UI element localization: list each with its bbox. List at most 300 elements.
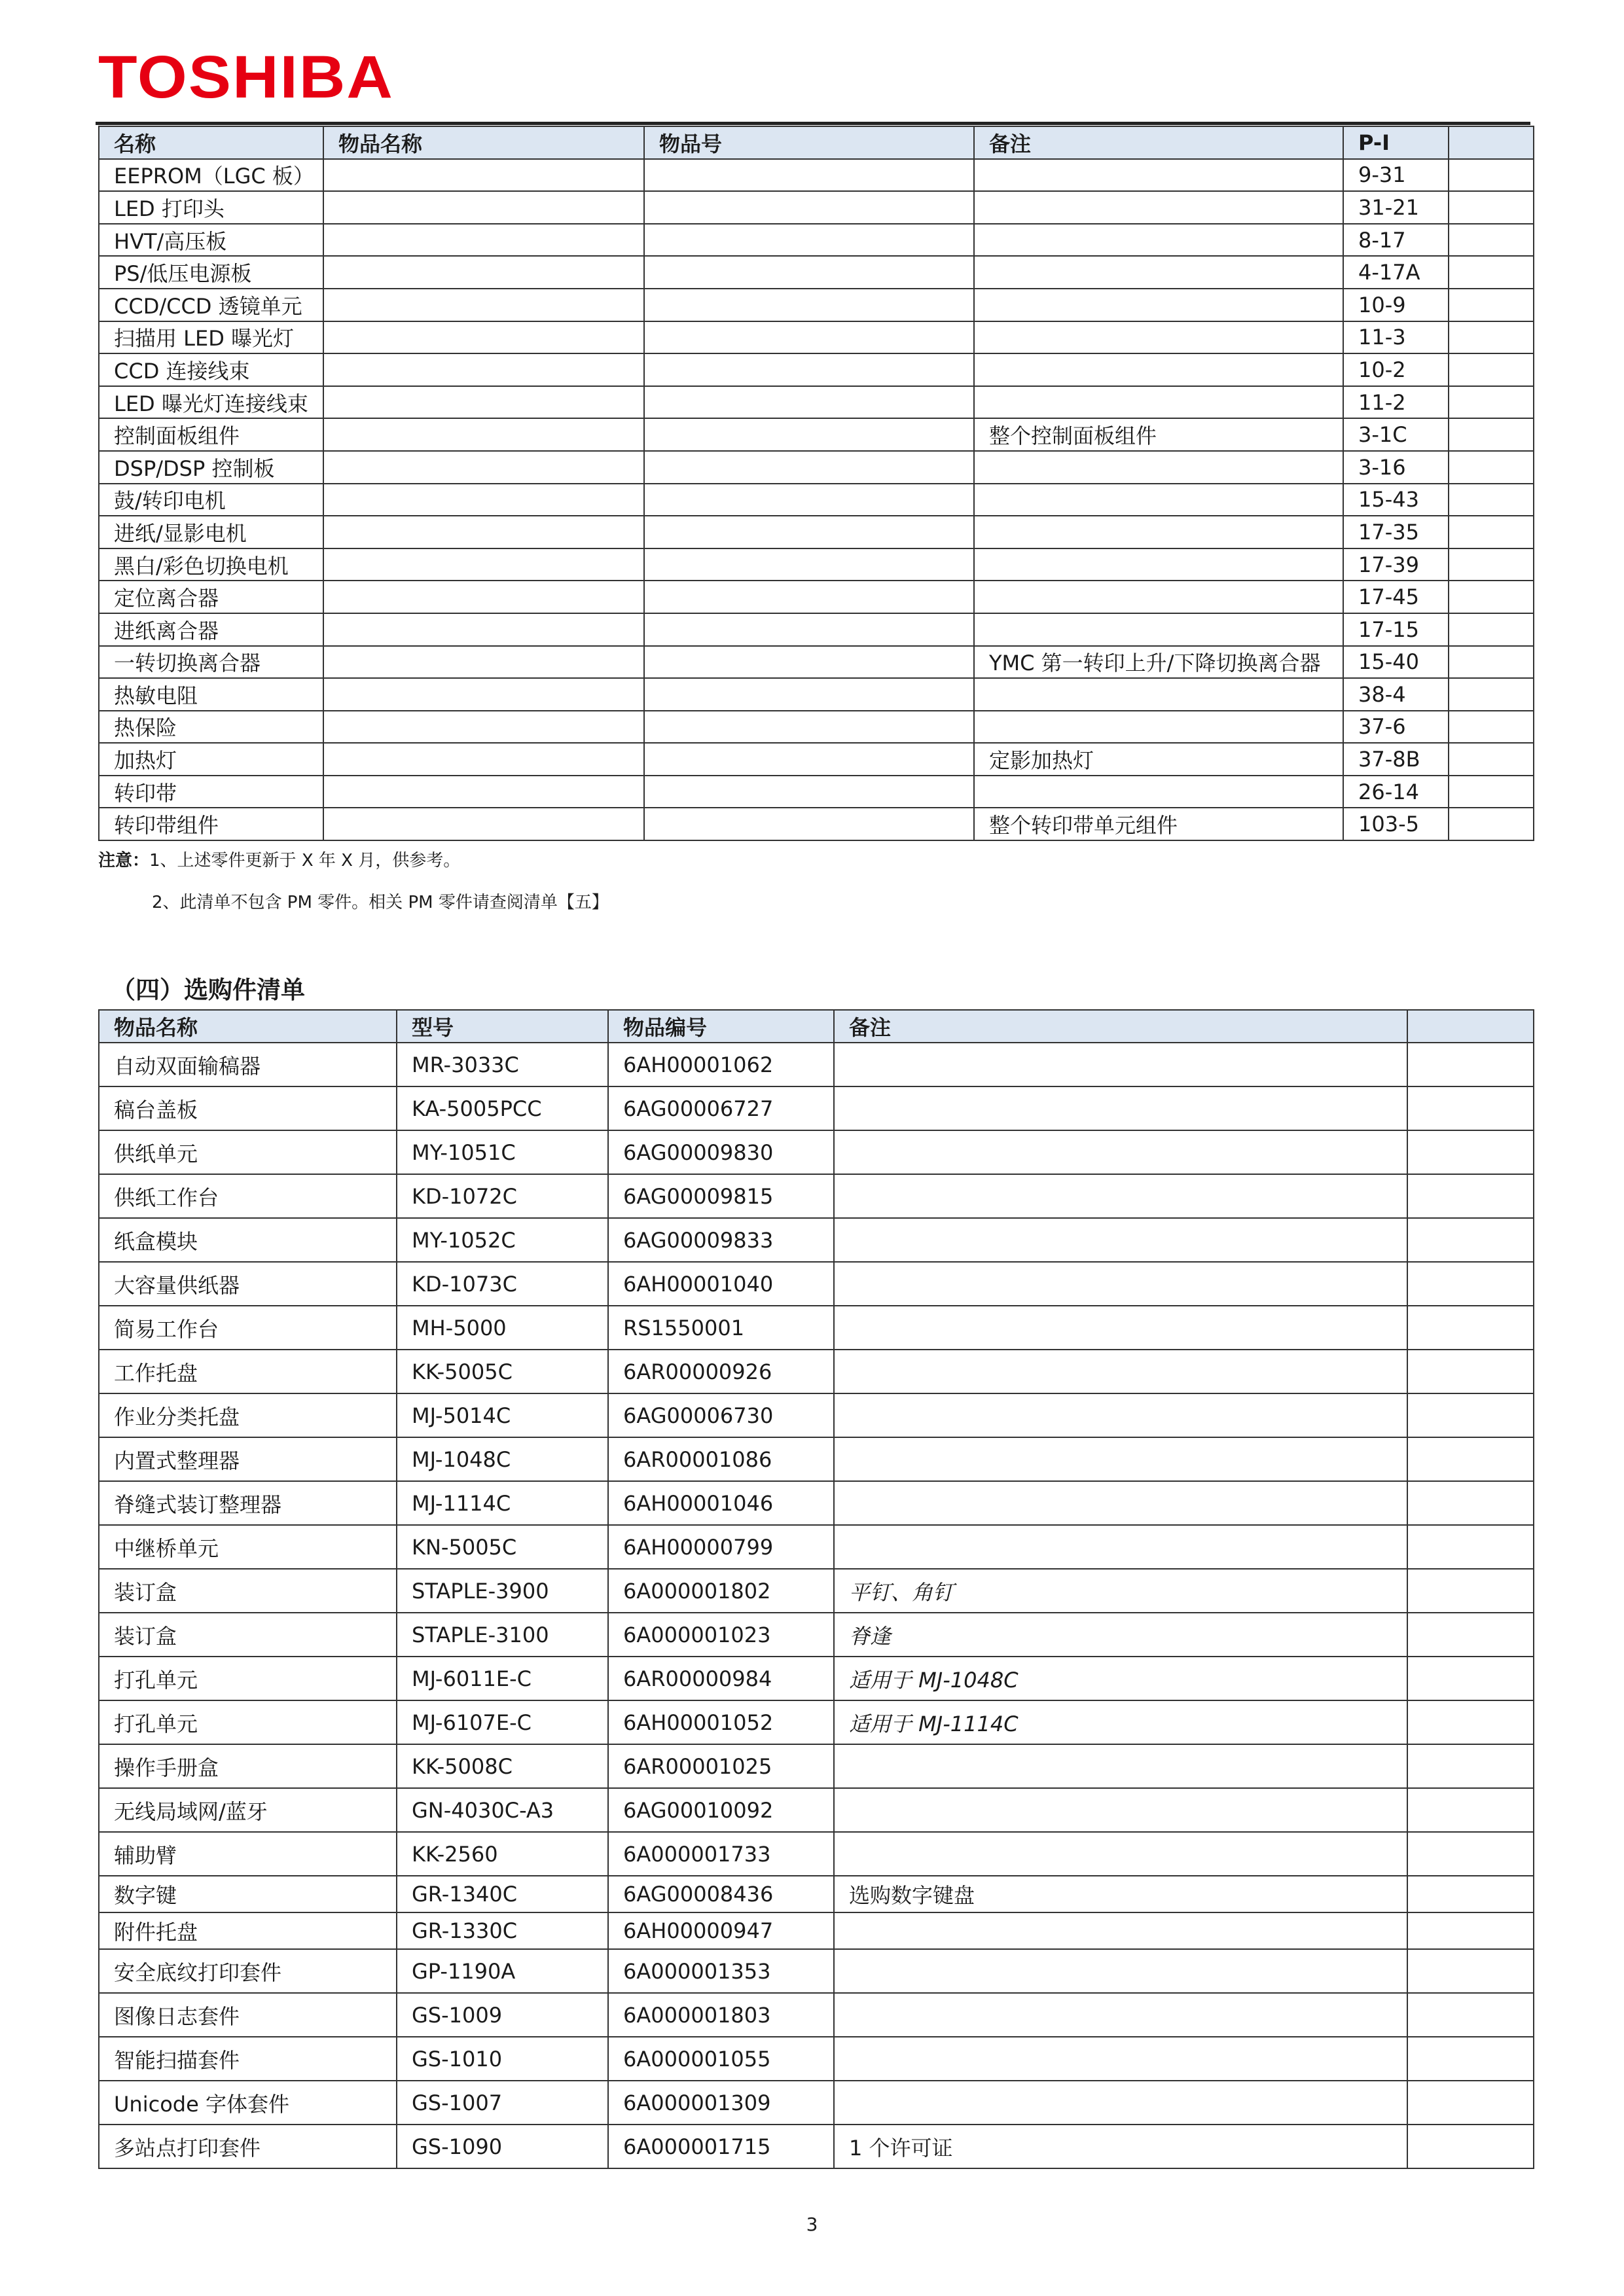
page-number: 3 bbox=[806, 2214, 818, 2235]
options-cell: 脊缝式装订整理器 bbox=[99, 1481, 397, 1525]
options-cell bbox=[834, 1437, 1407, 1481]
parts-cell bbox=[323, 484, 644, 516]
parts-cell: 9-31 bbox=[1343, 159, 1449, 192]
parts-cell bbox=[644, 224, 974, 257]
note-text-1: 1、上述零件更新于 X 年 X 月，供参考。 bbox=[149, 851, 461, 870]
options-cell: 6AH00001052 bbox=[608, 1700, 834, 1744]
options-cell: 1 个许可证 bbox=[834, 2125, 1407, 2168]
parts-cell: 3-16 bbox=[1343, 451, 1449, 484]
options-cell: 6AR00001025 bbox=[608, 1744, 834, 1788]
parts-cell bbox=[974, 256, 1343, 289]
parts-row bbox=[99, 743, 1534, 776]
options-cell: GN-4030C-A3 bbox=[397, 1788, 608, 1832]
options-cell bbox=[834, 2037, 1407, 2081]
options-row bbox=[99, 1086, 1534, 1130]
options-cell bbox=[834, 2081, 1407, 2125]
options-cell bbox=[834, 1086, 1407, 1130]
parts-cell bbox=[644, 289, 974, 321]
parts-cell: 一转切换离合器 bbox=[99, 646, 323, 679]
options-cell-empty bbox=[1407, 1043, 1534, 1086]
parts-cell bbox=[1449, 386, 1534, 419]
options-cell: MH-5000 bbox=[397, 1306, 608, 1350]
parts-cell bbox=[644, 386, 974, 419]
parts-cell bbox=[1449, 353, 1534, 386]
parts-cell bbox=[323, 418, 644, 451]
parts-cell bbox=[644, 191, 974, 224]
options-cell: 作业分类托盘 bbox=[99, 1393, 397, 1437]
options-cell: MJ-1048C bbox=[397, 1437, 608, 1481]
parts-cell bbox=[974, 224, 1343, 257]
options-cell: STAPLE-3900 bbox=[397, 1569, 608, 1613]
parts-cell: 15-43 bbox=[1343, 484, 1449, 516]
parts-cell bbox=[323, 678, 644, 711]
parts-cell bbox=[1449, 743, 1534, 776]
parts-cell: 17-45 bbox=[1343, 581, 1449, 613]
parts-cell: 进纸离合器 bbox=[99, 613, 323, 646]
parts-cell bbox=[323, 353, 644, 386]
parts-cell: 37-6 bbox=[1343, 711, 1449, 744]
options-cell: MJ-1114C bbox=[397, 1481, 608, 1525]
options-row bbox=[99, 1993, 1534, 2037]
options-cell: 6A000001733 bbox=[608, 1832, 834, 1876]
parts-cell bbox=[1449, 808, 1534, 840]
options-cell: 适用于 MJ-1048C bbox=[834, 1657, 1407, 1700]
options-cell: STAPLE-3100 bbox=[397, 1613, 608, 1657]
parts-cell bbox=[974, 386, 1343, 419]
options-cell: 无线局域网/蓝牙 bbox=[99, 1788, 397, 1832]
parts-cell: 103-5 bbox=[1343, 808, 1449, 840]
options-row bbox=[99, 2037, 1534, 2081]
parts-cell: 31-21 bbox=[1343, 191, 1449, 224]
options-cell-empty bbox=[1407, 1744, 1534, 1788]
parts-cell bbox=[323, 808, 644, 840]
parts-cell bbox=[1449, 484, 1534, 516]
note-line-1 bbox=[98, 847, 460, 871]
options-cell: 6AG00010092 bbox=[608, 1788, 834, 1832]
options-cell bbox=[834, 1262, 1407, 1306]
parts-cell bbox=[1449, 646, 1534, 679]
parts-cell bbox=[1449, 224, 1534, 257]
options-row bbox=[99, 2125, 1534, 2168]
options-cell-empty bbox=[1407, 1262, 1534, 1306]
parts-cell bbox=[644, 548, 974, 581]
options-cell bbox=[834, 1832, 1407, 1876]
parts-cell: 加热灯 bbox=[99, 743, 323, 776]
options-cell-empty bbox=[1407, 1700, 1534, 1744]
parts-cell bbox=[323, 613, 644, 646]
options-cell-empty bbox=[1407, 1130, 1534, 1174]
parts-cell: 4-17A bbox=[1343, 256, 1449, 289]
parts-cell bbox=[1449, 418, 1534, 451]
note-text-2: 2、此清单不包含 PM 零件。相关 PM 零件请查阅清单【五】 bbox=[152, 893, 609, 912]
options-cell: KA-5005PCC bbox=[397, 1086, 608, 1130]
parts-cell: EEPROM（LGC 板） bbox=[99, 159, 323, 192]
options-section-title: （四）选购件清单 bbox=[111, 976, 305, 1004]
options-cell bbox=[834, 1174, 1407, 1218]
parts-cell: 15-40 bbox=[1343, 646, 1449, 679]
parts-row bbox=[99, 646, 1534, 679]
parts-cell: 11-3 bbox=[1343, 321, 1449, 354]
options-cell: 6AR00001086 bbox=[608, 1437, 834, 1481]
options-cell: 6A000001803 bbox=[608, 1993, 834, 2037]
parts-row bbox=[99, 256, 1534, 289]
parts-cell: 热敏电阻 bbox=[99, 678, 323, 711]
parts-cell: 17-15 bbox=[1343, 613, 1449, 646]
parts-cell: 37-8B bbox=[1343, 743, 1449, 776]
parts-cell bbox=[974, 191, 1343, 224]
parts-cell: 进纸/显影电机 bbox=[99, 516, 323, 548]
opt-col-item-name: 物品名称 bbox=[99, 1010, 397, 1043]
parts-cell bbox=[1449, 191, 1534, 224]
parts-cell bbox=[323, 256, 644, 289]
parts-cell: 整个控制面板组件 bbox=[974, 418, 1343, 451]
options-cell: 6AG00009833 bbox=[608, 1218, 834, 1262]
options-cell-empty bbox=[1407, 1218, 1534, 1262]
parts-cell: 10-2 bbox=[1343, 353, 1449, 386]
options-cell: 6AG00006730 bbox=[608, 1393, 834, 1437]
options-cell bbox=[834, 1525, 1407, 1569]
options-row bbox=[99, 1306, 1534, 1350]
options-cell: 6AG00006727 bbox=[608, 1086, 834, 1130]
parts-cell bbox=[644, 484, 974, 516]
col-pi: P-I bbox=[1343, 126, 1449, 159]
options-cell: 简易工作台 bbox=[99, 1306, 397, 1350]
options-cell: 打孔单元 bbox=[99, 1700, 397, 1744]
parts-cell bbox=[974, 548, 1343, 581]
options-cell: 6A000001309 bbox=[608, 2081, 834, 2125]
options-row bbox=[99, 1700, 1534, 1744]
options-cell: 工作托盘 bbox=[99, 1350, 397, 1393]
parts-table bbox=[98, 126, 1534, 841]
parts-cell: 转印带组件 bbox=[99, 808, 323, 840]
parts-cell: 11-2 bbox=[1343, 386, 1449, 419]
options-row bbox=[99, 1174, 1534, 1218]
parts-cell bbox=[323, 224, 644, 257]
options-cell: 供纸单元 bbox=[99, 1130, 397, 1174]
options-cell: 平钉、角钉 bbox=[834, 1569, 1407, 1613]
options-cell: 6AG00009815 bbox=[608, 1174, 834, 1218]
opt-col-extra bbox=[1407, 1010, 1534, 1043]
options-cell bbox=[834, 1912, 1407, 1949]
options-row bbox=[99, 1262, 1534, 1306]
options-cell: 选购数字键盘 bbox=[834, 1876, 1407, 1912]
options-cell: GP-1190A bbox=[397, 1949, 608, 1993]
options-cell bbox=[834, 1393, 1407, 1437]
col-item-number: 物品号 bbox=[644, 126, 974, 159]
options-row bbox=[99, 1525, 1534, 1569]
parts-cell bbox=[974, 451, 1343, 484]
options-cell bbox=[834, 1744, 1407, 1788]
options-cell bbox=[834, 1306, 1407, 1350]
parts-cell bbox=[323, 776, 644, 808]
options-cell-empty bbox=[1407, 1569, 1534, 1613]
parts-cell bbox=[644, 516, 974, 548]
options-cell-empty bbox=[1407, 1788, 1534, 1832]
options-cell: 6AG00008436 bbox=[608, 1876, 834, 1912]
options-row bbox=[99, 1788, 1534, 1832]
parts-cell bbox=[974, 321, 1343, 354]
parts-header-row bbox=[99, 126, 1534, 159]
col-extra bbox=[1449, 126, 1534, 159]
options-cell: 打孔单元 bbox=[99, 1657, 397, 1700]
col-name: 名称 bbox=[99, 126, 323, 159]
options-cell: GR-1330C bbox=[397, 1912, 608, 1949]
options-cell bbox=[834, 1993, 1407, 2037]
options-row bbox=[99, 1393, 1534, 1437]
options-cell: 6AH00000799 bbox=[608, 1525, 834, 1569]
options-cell: 装订盒 bbox=[99, 1613, 397, 1657]
col-item-name: 物品名称 bbox=[323, 126, 644, 159]
parts-cell bbox=[323, 159, 644, 192]
parts-cell: 黑白/彩色切换电机 bbox=[99, 548, 323, 581]
options-cell: 附件托盘 bbox=[99, 1912, 397, 1949]
options-cell-empty bbox=[1407, 1912, 1534, 1949]
options-row bbox=[99, 1350, 1534, 1393]
parts-cell: 控制面板组件 bbox=[99, 418, 323, 451]
parts-cell bbox=[974, 581, 1343, 613]
options-table bbox=[98, 1009, 1534, 2169]
parts-cell bbox=[644, 321, 974, 354]
parts-row bbox=[99, 386, 1534, 419]
options-cell: MR-3033C bbox=[397, 1043, 608, 1086]
options-cell: MJ-5014C bbox=[397, 1393, 608, 1437]
options-row bbox=[99, 1218, 1534, 1262]
options-cell: 中继桥单元 bbox=[99, 1525, 397, 1569]
parts-cell bbox=[323, 191, 644, 224]
options-cell: 6AH00001062 bbox=[608, 1043, 834, 1086]
options-cell: KK-5008C bbox=[397, 1744, 608, 1788]
parts-cell bbox=[974, 678, 1343, 711]
options-row bbox=[99, 2081, 1534, 2125]
parts-cell bbox=[974, 484, 1343, 516]
opt-col-item-code: 物品编号 bbox=[608, 1010, 834, 1043]
parts-cell: LED 曝光灯连接线束 bbox=[99, 386, 323, 419]
parts-cell: HVT/高压板 bbox=[99, 224, 323, 257]
note-label: 注意： bbox=[98, 851, 150, 870]
options-cell-empty bbox=[1407, 1481, 1534, 1525]
options-cell: 数字键 bbox=[99, 1876, 397, 1912]
options-cell-empty bbox=[1407, 1437, 1534, 1481]
parts-cell bbox=[974, 516, 1343, 548]
parts-cell bbox=[974, 711, 1343, 744]
parts-row bbox=[99, 451, 1534, 484]
parts-cell bbox=[644, 418, 974, 451]
parts-cell: 26-14 bbox=[1343, 776, 1449, 808]
toshiba-logo: TOSHIBA bbox=[98, 44, 394, 111]
parts-cell: LED 打印头 bbox=[99, 191, 323, 224]
col-remarks: 备注 bbox=[974, 126, 1343, 159]
options-cell: 6AH00001040 bbox=[608, 1262, 834, 1306]
parts-cell bbox=[323, 516, 644, 548]
parts-cell: 热保险 bbox=[99, 711, 323, 744]
parts-cell: DSP/DSP 控制板 bbox=[99, 451, 323, 484]
options-cell: 装订盒 bbox=[99, 1569, 397, 1613]
options-row bbox=[99, 1832, 1534, 1876]
parts-cell bbox=[323, 451, 644, 484]
options-cell: MJ-6011E-C bbox=[397, 1657, 608, 1700]
parts-cell bbox=[644, 646, 974, 679]
parts-cell: 定影加热灯 bbox=[974, 743, 1343, 776]
parts-cell bbox=[1449, 548, 1534, 581]
options-cell bbox=[834, 1130, 1407, 1174]
options-cell-empty bbox=[1407, 1525, 1534, 1569]
parts-cell bbox=[1449, 159, 1534, 192]
options-cell: GS-1009 bbox=[397, 1993, 608, 2037]
parts-cell bbox=[1449, 256, 1534, 289]
parts-cell bbox=[1449, 581, 1534, 613]
options-cell-empty bbox=[1407, 1832, 1534, 1876]
parts-row bbox=[99, 808, 1534, 840]
options-cell: KK-5005C bbox=[397, 1350, 608, 1393]
parts-cell bbox=[974, 353, 1343, 386]
parts-row bbox=[99, 353, 1534, 386]
options-cell-empty bbox=[1407, 1949, 1534, 1993]
options-row bbox=[99, 1613, 1534, 1657]
options-cell: 脊逢 bbox=[834, 1613, 1407, 1657]
options-cell-empty bbox=[1407, 2037, 1534, 2081]
options-cell: GS-1010 bbox=[397, 2037, 608, 2081]
parts-row bbox=[99, 548, 1534, 581]
options-cell-empty bbox=[1407, 1613, 1534, 1657]
options-cell-empty bbox=[1407, 1086, 1534, 1130]
options-cell: 6A000001055 bbox=[608, 2037, 834, 2081]
options-cell: GS-1090 bbox=[397, 2125, 608, 2168]
options-row bbox=[99, 1949, 1534, 1993]
parts-cell bbox=[644, 353, 974, 386]
parts-cell bbox=[323, 743, 644, 776]
parts-cell bbox=[1449, 711, 1534, 744]
options-header-row bbox=[99, 1010, 1534, 1043]
options-cell: GR-1340C bbox=[397, 1876, 608, 1912]
parts-cell bbox=[1449, 516, 1534, 548]
parts-cell: 8-17 bbox=[1343, 224, 1449, 257]
parts-cell: 鼓/转印电机 bbox=[99, 484, 323, 516]
parts-cell bbox=[323, 386, 644, 419]
options-cell-empty bbox=[1407, 1657, 1534, 1700]
parts-row bbox=[99, 191, 1534, 224]
parts-cell: 整个转印带单元组件 bbox=[974, 808, 1343, 840]
options-cell-empty bbox=[1407, 1350, 1534, 1393]
parts-cell bbox=[644, 711, 974, 744]
options-row bbox=[99, 1744, 1534, 1788]
parts-row bbox=[99, 613, 1534, 646]
parts-cell bbox=[974, 289, 1343, 321]
options-cell: 自动双面输稿器 bbox=[99, 1043, 397, 1086]
parts-cell: 转印带 bbox=[99, 776, 323, 808]
options-row bbox=[99, 1657, 1534, 1700]
parts-cell: 定位离合器 bbox=[99, 581, 323, 613]
options-cell: 6AR00000926 bbox=[608, 1350, 834, 1393]
opt-col-remarks: 备注 bbox=[834, 1010, 1407, 1043]
options-cell bbox=[834, 1218, 1407, 1262]
options-cell: 纸盒模块 bbox=[99, 1218, 397, 1262]
parts-cell bbox=[644, 581, 974, 613]
parts-row bbox=[99, 224, 1534, 257]
parts-row bbox=[99, 159, 1534, 192]
parts-cell bbox=[1449, 321, 1534, 354]
opt-col-model: 型号 bbox=[397, 1010, 608, 1043]
options-row bbox=[99, 1569, 1534, 1613]
parts-cell: YMC 第一转印上升/下降切换离合器 bbox=[974, 646, 1343, 679]
options-cell-empty bbox=[1407, 1393, 1534, 1437]
options-cell: RS1550001 bbox=[608, 1306, 834, 1350]
parts-cell bbox=[974, 159, 1343, 192]
options-cell-empty bbox=[1407, 2081, 1534, 2125]
options-cell: 6A000001802 bbox=[608, 1569, 834, 1613]
options-cell: KD-1073C bbox=[397, 1262, 608, 1306]
options-cell bbox=[834, 1788, 1407, 1832]
header-rule bbox=[96, 122, 1530, 125]
options-row bbox=[99, 1481, 1534, 1525]
options-cell: 大容量供纸器 bbox=[99, 1262, 397, 1306]
options-cell-empty bbox=[1407, 2125, 1534, 2168]
parts-cell bbox=[644, 159, 974, 192]
parts-cell bbox=[974, 613, 1343, 646]
parts-row bbox=[99, 516, 1534, 548]
options-cell: 6AH00001046 bbox=[608, 1481, 834, 1525]
options-cell: 6A000001715 bbox=[608, 2125, 834, 2168]
options-cell: MJ-6107E-C bbox=[397, 1700, 608, 1744]
options-cell: 操作手册盒 bbox=[99, 1744, 397, 1788]
parts-cell bbox=[644, 743, 974, 776]
parts-cell: CCD/CCD 透镜单元 bbox=[99, 289, 323, 321]
parts-cell: 17-35 bbox=[1343, 516, 1449, 548]
parts-cell bbox=[1449, 451, 1534, 484]
parts-cell: 3-1C bbox=[1343, 418, 1449, 451]
options-cell: 6AR00000984 bbox=[608, 1657, 834, 1700]
options-cell bbox=[834, 1481, 1407, 1525]
options-cell: 适用于 MJ-1114C bbox=[834, 1700, 1407, 1744]
options-row bbox=[99, 1130, 1534, 1174]
parts-cell bbox=[644, 808, 974, 840]
options-cell bbox=[834, 1949, 1407, 1993]
options-cell: 稿台盖板 bbox=[99, 1086, 397, 1130]
options-cell bbox=[834, 1350, 1407, 1393]
parts-row bbox=[99, 581, 1534, 613]
parts-row bbox=[99, 776, 1534, 808]
options-row bbox=[99, 1876, 1534, 1912]
parts-cell bbox=[644, 256, 974, 289]
parts-row bbox=[99, 484, 1534, 516]
parts-cell bbox=[323, 289, 644, 321]
parts-cell bbox=[323, 321, 644, 354]
parts-cell bbox=[323, 646, 644, 679]
parts-cell bbox=[323, 548, 644, 581]
parts-cell: 扫描用 LED 曝光灯 bbox=[99, 321, 323, 354]
options-cell: 6A000001023 bbox=[608, 1613, 834, 1657]
parts-cell: 10-9 bbox=[1343, 289, 1449, 321]
parts-cell bbox=[1449, 678, 1534, 711]
parts-cell bbox=[1449, 776, 1534, 808]
options-cell: 6A000001353 bbox=[608, 1949, 834, 1993]
options-cell: 图像日志套件 bbox=[99, 1993, 397, 2037]
options-cell-empty bbox=[1407, 1876, 1534, 1912]
options-cell-empty bbox=[1407, 1174, 1534, 1218]
parts-row bbox=[99, 418, 1534, 451]
parts-cell bbox=[644, 451, 974, 484]
parts-cell bbox=[644, 776, 974, 808]
parts-cell: PS/低压电源板 bbox=[99, 256, 323, 289]
options-cell-empty bbox=[1407, 1993, 1534, 2037]
parts-cell bbox=[1449, 289, 1534, 321]
parts-cell: 38-4 bbox=[1343, 678, 1449, 711]
parts-row bbox=[99, 289, 1534, 321]
parts-cell: CCD 连接线束 bbox=[99, 353, 323, 386]
options-cell: 内置式整理器 bbox=[99, 1437, 397, 1481]
options-row bbox=[99, 1043, 1534, 1086]
parts-cell bbox=[1449, 613, 1534, 646]
options-cell: 6AG00009830 bbox=[608, 1130, 834, 1174]
